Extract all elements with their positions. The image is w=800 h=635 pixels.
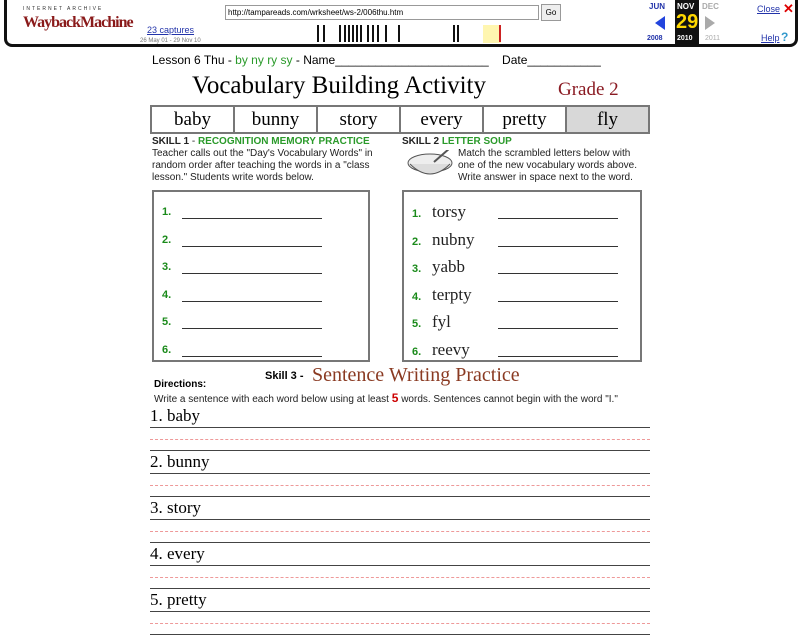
captures-link[interactable]: 23 captures xyxy=(147,25,195,35)
vocab-word: bunny xyxy=(235,107,318,132)
capture-bar xyxy=(372,25,374,42)
wayback-logo[interactable]: WaybackMachine xyxy=(23,14,133,31)
help-icon[interactable]: ? xyxy=(781,30,789,44)
page-title: Vocabulary Building Activity xyxy=(192,72,486,99)
grade-label: Grade 2 xyxy=(558,79,619,100)
answer-line[interactable] xyxy=(498,356,618,357)
vocab-word: every xyxy=(401,107,484,132)
row-number: 3. xyxy=(412,263,422,275)
skill1-box xyxy=(152,190,370,362)
current-year: 2010 xyxy=(677,35,693,42)
skill2-header xyxy=(402,136,642,184)
pattern-label: by ny ry sy xyxy=(235,53,293,67)
skill1-title: RECOGNITION MEMORY PRACTICE xyxy=(197,136,370,147)
capture-bar xyxy=(339,25,341,42)
capture-bar xyxy=(344,25,346,42)
wayback-toolbar xyxy=(4,0,798,47)
answer-line[interactable] xyxy=(182,218,322,219)
sentence-word: 4. every xyxy=(150,544,205,563)
writing-line[interactable] xyxy=(150,450,650,451)
skill2-label: SKILL 2 xyxy=(402,136,440,147)
skill3-label: Skill 3 - xyxy=(265,370,304,382)
close-icon[interactable]: ✕ xyxy=(783,1,794,16)
directions-label: Directions: xyxy=(154,379,207,390)
row-number: 1. xyxy=(162,206,172,218)
row-number: 3. xyxy=(162,261,172,273)
vocab-word: pretty xyxy=(484,107,567,132)
writing-line[interactable] xyxy=(150,427,650,428)
answer-line[interactable] xyxy=(498,301,618,302)
scrambled-word: torsy xyxy=(432,202,466,221)
logo-caption: INTERNET ARCHIVE xyxy=(23,6,104,12)
help-link[interactable]: Help xyxy=(761,33,780,43)
midline xyxy=(150,485,650,486)
date-field: Date___________ xyxy=(502,53,601,67)
skill1-header xyxy=(152,136,377,184)
row-number: 1. xyxy=(412,208,422,220)
scrambled-word: yabb xyxy=(432,257,466,276)
midline xyxy=(150,531,650,532)
sentence-word: 5. pretty xyxy=(150,590,207,609)
go-button[interactable]: Go xyxy=(541,4,561,21)
scrambled-word: nubny xyxy=(432,229,475,249)
skill2-instructions: Match the scrambled letters below with one of the new vocabulary words above. Write answer in space next to the word. xyxy=(458,148,637,183)
capture-bar xyxy=(317,25,319,42)
row-number: 5. xyxy=(162,316,172,328)
writing-line[interactable] xyxy=(150,473,650,474)
capture-bar xyxy=(352,25,354,42)
word-count: 5 xyxy=(391,391,399,405)
answer-line[interactable] xyxy=(498,273,618,274)
row-number: 6. xyxy=(412,345,422,358)
writing-line[interactable] xyxy=(150,565,650,566)
prev-month[interactable]: JUN xyxy=(649,2,666,11)
answer-line[interactable] xyxy=(182,301,322,302)
answer-line[interactable] xyxy=(498,246,618,247)
prev-year[interactable]: 2008 xyxy=(647,35,663,42)
instruction-text: Write a sentence with each word below using at least xyxy=(154,394,392,405)
writing-line[interactable] xyxy=(150,611,650,612)
scrambled-word: reevy xyxy=(432,339,470,359)
vocab-word: story xyxy=(318,107,401,132)
writing-line[interactable] xyxy=(150,588,650,589)
answer-line[interactable] xyxy=(498,328,618,329)
next-year: 2011 xyxy=(705,35,721,42)
capture-bar xyxy=(356,25,358,42)
current-capture-bar xyxy=(499,25,501,42)
instruction-text: words. Sentences cannot begin with the word "I." xyxy=(398,394,618,405)
sentence-word: 2. bunny xyxy=(150,452,210,471)
vocab-word: baby xyxy=(152,107,235,132)
sentence-word: 3. story xyxy=(150,498,201,517)
row-number: 2. xyxy=(412,235,422,248)
scrambled-word: fyl xyxy=(432,312,451,331)
answer-line[interactable] xyxy=(182,328,322,329)
scrambled-word: terpty xyxy=(432,284,472,304)
writing-line[interactable] xyxy=(150,542,650,543)
capture-bar xyxy=(323,25,325,42)
capture-bar xyxy=(398,25,400,42)
sentence-word: 1. baby xyxy=(150,406,201,425)
writing-line[interactable] xyxy=(150,496,650,497)
answer-line[interactable] xyxy=(182,356,322,357)
prev-arrow-icon[interactable] xyxy=(655,16,665,30)
midline xyxy=(150,623,650,624)
vocab-word: fly xyxy=(567,107,648,132)
skill2-title: LETTER SOUP xyxy=(441,136,512,147)
row-number: 6. xyxy=(162,343,172,356)
capture-bar xyxy=(360,25,362,42)
name-field: - Name_______________________ xyxy=(292,53,489,67)
skill1-label: SKILL 1 xyxy=(152,136,190,147)
url-input[interactable]: http://tampareads.com/wrksheet/ws-2/006thu.htm xyxy=(225,5,539,20)
close-link[interactable]: Close xyxy=(757,4,781,14)
answer-line[interactable] xyxy=(182,273,322,274)
writing-line[interactable] xyxy=(150,519,650,520)
row-number: 4. xyxy=(162,288,172,301)
capture-bar xyxy=(457,25,459,42)
row-number: 2. xyxy=(162,233,172,246)
skill3-instructions xyxy=(154,391,618,405)
row-number: 5. xyxy=(412,318,422,330)
capture-bar xyxy=(348,25,350,42)
next-month: DEC xyxy=(702,2,719,11)
midline xyxy=(150,577,650,578)
capture-bar xyxy=(367,25,369,42)
current-month: NOV xyxy=(677,2,695,11)
capture-bar xyxy=(377,25,379,42)
lesson-label: Lesson 6 Thu - xyxy=(152,53,236,67)
dash: - xyxy=(189,136,198,147)
skill1-instructions: Teacher calls out the "Day's Vocabulary Words" in random order after teaching the words in a "class lesson." Students write words below. xyxy=(152,148,373,183)
soup-bowl-icon xyxy=(404,150,454,178)
capture-bar xyxy=(453,25,455,42)
capture-bar xyxy=(385,25,387,42)
skill2-box xyxy=(402,190,642,362)
midline xyxy=(150,439,650,440)
capture-range: 26 May 01 - 29 Nov 10 xyxy=(140,38,201,44)
current-day: 29 xyxy=(676,11,699,33)
answer-line[interactable] xyxy=(182,246,322,247)
answer-line[interactable] xyxy=(498,218,618,219)
lesson-header xyxy=(152,53,601,67)
vocabulary-words xyxy=(150,105,650,134)
capture-timeline[interactable] xyxy=(207,25,647,43)
next-arrow-icon xyxy=(705,16,715,30)
skill3-title: Sentence Writing Practice xyxy=(312,364,520,386)
row-number: 4. xyxy=(412,290,422,303)
